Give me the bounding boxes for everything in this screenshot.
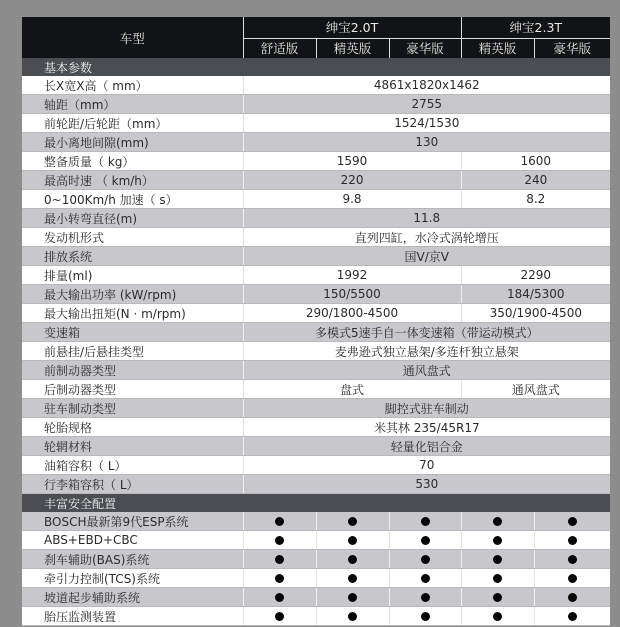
row-label: 最高时速 （ km/h） <box>22 171 243 190</box>
row-label: 驻车制动类型 <box>22 399 243 418</box>
table-row <box>22 266 610 285</box>
row-label: 0~100Km/h 加速（ s） <box>22 190 243 209</box>
table-row <box>22 588 610 607</box>
row-label: 整备质量（ kg） <box>22 152 243 171</box>
row-label: 最小离地间隙(mm) <box>22 133 243 152</box>
table-row <box>22 95 610 114</box>
spec-value: 1600 <box>461 152 610 171</box>
filled-circle-icon <box>493 536 502 545</box>
standard-feature-cell <box>243 588 316 607</box>
standard-feature-cell <box>534 607 610 626</box>
standard-feature-cell <box>243 550 316 569</box>
trim-header-2-0t-luxury: 豪华版 <box>389 38 461 58</box>
spec-value: 轻量化铝合金 <box>243 437 610 456</box>
row-label: 前轮距/后轮距（mm） <box>22 114 243 133</box>
filled-circle-icon <box>568 612 577 621</box>
row-label: 后制动器类型 <box>22 380 243 399</box>
table-row <box>22 228 610 247</box>
spec-value: 8.2 <box>461 190 610 209</box>
table-row <box>22 456 610 475</box>
spec-value: 184/5300 <box>461 285 610 304</box>
section-header-row <box>22 494 610 513</box>
row-label: 最大输出扭矩(N · m/rpm) <box>22 304 243 323</box>
filled-circle-icon <box>568 574 577 583</box>
filled-circle-icon <box>275 612 284 621</box>
filled-circle-icon <box>348 593 357 602</box>
standard-feature-cell <box>316 607 389 626</box>
standard-feature-cell <box>461 512 534 531</box>
filled-circle-icon <box>568 555 577 564</box>
spec-value: 1524/1530 <box>243 114 610 133</box>
spec-value: 1992 <box>243 266 461 285</box>
filled-circle-icon <box>421 536 430 545</box>
table-row <box>22 190 610 209</box>
row-label: 坡道起步辅助系统 <box>22 588 243 607</box>
standard-feature-cell <box>389 607 461 626</box>
table-row <box>22 437 610 456</box>
row-label: 轴距（mm） <box>22 95 243 114</box>
row-label: 轮辋材料 <box>22 437 243 456</box>
table-row <box>22 550 610 569</box>
standard-feature-cell <box>534 531 610 550</box>
filled-circle-icon <box>568 593 577 602</box>
spec-value: 通风盘式 <box>243 361 610 380</box>
spec-value: 350/1900-4500 <box>461 304 610 323</box>
section-header-row <box>22 58 610 76</box>
standard-feature-cell <box>316 588 389 607</box>
standard-feature-cell <box>389 550 461 569</box>
spec-value: 150/5500 <box>243 285 461 304</box>
standard-feature-cell <box>243 531 316 550</box>
standard-feature-cell <box>534 550 610 569</box>
standard-feature-cell <box>461 588 534 607</box>
trim-header-2-0t-elite: 精英版 <box>316 38 389 58</box>
spec-value: 530 <box>243 475 610 494</box>
table-row <box>22 76 610 95</box>
filled-circle-icon <box>348 536 357 545</box>
spec-value: 9.8 <box>243 190 461 209</box>
filled-circle-icon <box>348 612 357 621</box>
row-label: 刹车辅助(BAS)系统 <box>22 550 243 569</box>
row-label: 牵引力控制(TCS)系统 <box>22 569 243 588</box>
spec-value: 米其林 235/45R17 <box>243 418 610 437</box>
row-label: ABS+EBD+CBC <box>22 531 243 550</box>
spec-value: 70 <box>243 456 610 475</box>
spec-value: 290/1800-4500 <box>243 304 461 323</box>
table-row <box>22 247 610 266</box>
spec-sheet <box>22 17 610 626</box>
filled-circle-icon <box>421 574 430 583</box>
spec-value: 脚控式驻车制动 <box>243 399 610 418</box>
standard-feature-cell <box>461 550 534 569</box>
standard-feature-cell <box>316 512 389 531</box>
table-row <box>22 285 610 304</box>
standard-feature-cell <box>461 531 534 550</box>
row-label: 胎压监测装置 <box>22 607 243 626</box>
spec-value: 盘式 <box>243 380 461 399</box>
spec-value: 直列四缸，水冷式涡轮增压 <box>243 228 610 247</box>
filled-circle-icon <box>493 555 502 564</box>
filled-circle-icon <box>275 593 284 602</box>
filled-circle-icon <box>493 517 502 526</box>
row-label: 前悬挂/后悬挂类型 <box>22 342 243 361</box>
row-label: BOSCH最新第9代ESP系统 <box>22 512 243 531</box>
model-header: 车型 <box>22 17 243 58</box>
filled-circle-icon <box>348 574 357 583</box>
row-label: 前制动器类型 <box>22 361 243 380</box>
table-row <box>22 399 610 418</box>
trim-header-2-3t-luxury: 豪华版 <box>534 38 610 58</box>
group-header-2-3t: 绅宝2.3T <box>461 17 610 38</box>
table-row <box>22 323 610 342</box>
table-body <box>22 58 610 626</box>
standard-feature-cell <box>243 512 316 531</box>
filled-circle-icon <box>421 517 430 526</box>
standard-feature-cell <box>243 607 316 626</box>
standard-feature-cell <box>389 569 461 588</box>
filled-circle-icon <box>348 555 357 564</box>
trim-header-2-0t-comfort: 舒适版 <box>243 38 316 58</box>
spec-value: 国V/京V <box>243 247 610 266</box>
table-row <box>22 133 610 152</box>
spec-value: 2290 <box>461 266 610 285</box>
spec-value: 2755 <box>243 95 610 114</box>
table-row <box>22 304 610 323</box>
filled-circle-icon <box>493 574 502 583</box>
spec-value: 220 <box>243 171 461 190</box>
filled-circle-icon <box>493 593 502 602</box>
table-row <box>22 361 610 380</box>
standard-feature-cell <box>316 531 389 550</box>
standard-feature-cell <box>534 569 610 588</box>
filled-circle-icon <box>275 555 284 564</box>
row-label: 油箱容积（ L） <box>22 456 243 475</box>
row-label: 排量(ml) <box>22 266 243 285</box>
standard-feature-cell <box>534 512 610 531</box>
filled-circle-icon <box>275 517 284 526</box>
section-title: 丰富安全配置 <box>22 494 610 513</box>
standard-feature-cell <box>389 512 461 531</box>
spec-value: 麦弗逊式独立悬架/多连杆独立悬架 <box>243 342 610 361</box>
row-label: 最小转弯直径(m) <box>22 209 243 228</box>
table-row <box>22 380 610 399</box>
standard-feature-cell <box>461 607 534 626</box>
table-row <box>22 569 610 588</box>
row-label: 长X宽X高（ mm） <box>22 76 243 95</box>
filled-circle-icon <box>421 612 430 621</box>
trim-header-2-3t-elite: 精英版 <box>461 38 534 58</box>
section-title: 基本参数 <box>22 58 610 76</box>
standard-feature-cell <box>316 569 389 588</box>
row-label: 变速箱 <box>22 323 243 342</box>
standard-feature-cell <box>243 569 316 588</box>
standard-feature-cell <box>534 588 610 607</box>
table-row <box>22 171 610 190</box>
table-row <box>22 209 610 228</box>
standard-feature-cell <box>389 531 461 550</box>
spec-value: 240 <box>461 171 610 190</box>
filled-circle-icon <box>568 517 577 526</box>
table-row <box>22 512 610 531</box>
table-row <box>22 418 610 437</box>
table-row <box>22 342 610 361</box>
spec-value: 多模式5速手自一体变速箱（带运动模式） <box>243 323 610 342</box>
row-label: 行李箱容积（ L） <box>22 475 243 494</box>
filled-circle-icon <box>275 536 284 545</box>
filled-circle-icon <box>568 536 577 545</box>
filled-circle-icon <box>421 555 430 564</box>
row-label: 发动机形式 <box>22 228 243 247</box>
table-row <box>22 607 610 626</box>
standard-feature-cell <box>316 550 389 569</box>
spec-value: 130 <box>243 133 610 152</box>
group-header-2-0t: 绅宝2.0T <box>243 17 461 38</box>
table-row <box>22 475 610 494</box>
spec-value: 1590 <box>243 152 461 171</box>
row-label: 最大输出功率 (kW/rpm) <box>22 285 243 304</box>
standard-feature-cell <box>389 588 461 607</box>
table-header <box>22 17 610 58</box>
spec-value: 11.8 <box>243 209 610 228</box>
standard-feature-cell <box>461 569 534 588</box>
filled-circle-icon <box>348 517 357 526</box>
table-row <box>22 531 610 550</box>
table-row <box>22 114 610 133</box>
spec-value: 4861x1820x1462 <box>243 76 610 95</box>
row-label: 轮胎规格 <box>22 418 243 437</box>
table-row <box>22 152 610 171</box>
row-label: 排放系统 <box>22 247 243 266</box>
spec-value: 通风盘式 <box>461 380 610 399</box>
filled-circle-icon <box>421 593 430 602</box>
filled-circle-icon <box>493 612 502 621</box>
spec-table <box>22 17 610 626</box>
filled-circle-icon <box>275 574 284 583</box>
